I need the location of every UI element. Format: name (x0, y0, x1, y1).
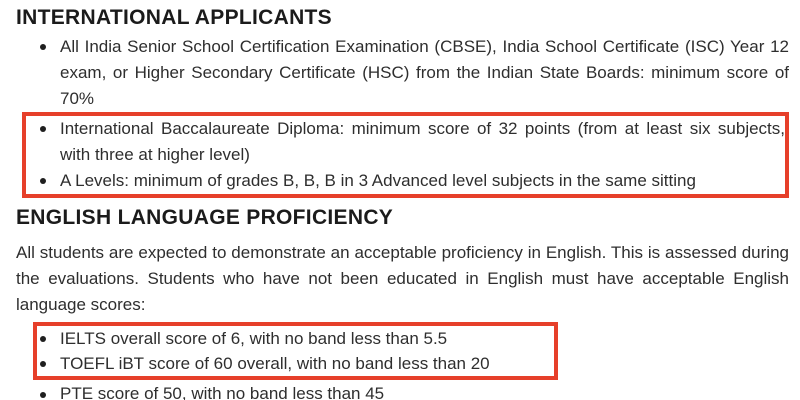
bullet-dot-icon (40, 126, 46, 132)
bullet-ib (26, 116, 785, 168)
bullet-cbse-text: All India Senior School Certification Examination (CBSE), India School Certificate (ISC) Year 12 exam, or Higher Secondary Certificate (HSC) from the Indian State Boards: minimum score of 70% (60, 37, 789, 108)
bullet-toefl (37, 351, 554, 376)
international-bullet-list (16, 34, 789, 198)
bullet-cbse (16, 34, 789, 112)
bullet-a-levels (26, 168, 785, 194)
bullet-dot-icon (40, 44, 46, 50)
bullet-ib-text: International Baccalaureate Diploma: minimum score of 32 points (from at least six subjects, with three at higher level) (60, 119, 785, 164)
bullet-dot-icon (40, 178, 46, 184)
bullet-pte-text: PTE score of 50, with no band less than 45 (60, 384, 385, 400)
section-heading-international: INTERNATIONAL APPLICANTS (16, 6, 332, 29)
intro-paragraph: All students are expected to demonstrate an acceptable proficiency in English. This is assessed during the evaluations. Students who have not been educated in English must have acceptable English language scores: (16, 243, 789, 314)
bullet-dot-icon (40, 361, 46, 367)
bullet-ielts (37, 326, 554, 351)
bullet-dot-icon (40, 392, 46, 398)
english-bullet-list (16, 322, 789, 400)
highlight-box-international (22, 112, 789, 198)
bullet-toefl-text: TOEFL iBT score of 60 overall, with no band less than 20 (60, 354, 490, 373)
bullet-dot-icon (40, 336, 46, 342)
bullet-a-levels-text: A Levels: minimum of grades B, B, B in 3 Advanced level subjects in the same sitting (60, 171, 696, 190)
bullet-pte (16, 382, 789, 400)
bullet-ielts-text: IELTS overall score of 6, with no band less than 5.5 (60, 329, 448, 348)
highlight-box-english (33, 322, 558, 380)
section-heading-english: ENGLISH LANGUAGE PROFICIENCY (16, 206, 394, 229)
